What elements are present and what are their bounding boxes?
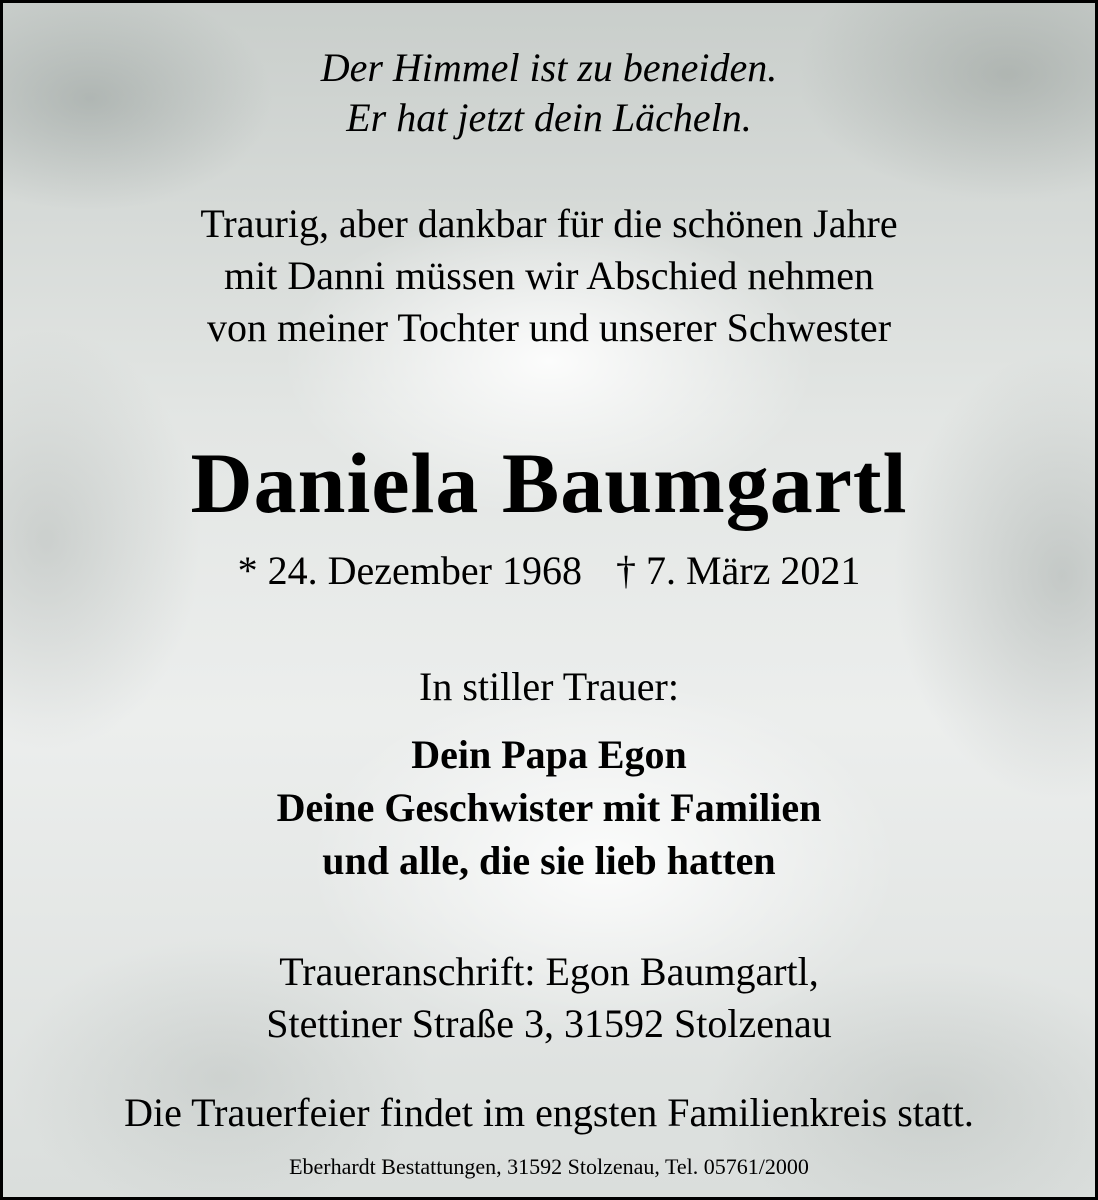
- deceased-name: Daniela Baumgartl: [190, 435, 908, 531]
- mourner-line: und alle, die sie lieb hatten: [322, 838, 776, 883]
- motto-verse: [3, 43, 1095, 143]
- address-line-2: Stettiner Straße 3, 31592 Stolzenau: [266, 1001, 832, 1046]
- intro-line-3: von meiner Tochter und unserer Schwester: [206, 305, 892, 350]
- mourning-heading: In stiller Trauer:: [419, 664, 679, 709]
- ceremony-note: Die Trauerfeier findet im engsten Familienkreis statt.: [124, 1090, 974, 1135]
- address-line-1: Traueranschrift: Egon Baumgartl,: [279, 949, 819, 994]
- mourner-line: Deine Geschwister mit Familien: [276, 785, 822, 830]
- intro-line-1: Traurig, aber dankbar für die schönen Jahre: [200, 201, 898, 246]
- death-date: † 7. März 2021: [615, 548, 861, 593]
- funeral-home-footer: Eberhardt Bestattungen, 31592 Stolzenau, Tel. 05761/2000: [289, 1154, 809, 1179]
- intro-text: [3, 198, 1095, 354]
- mourner-line: Dein Papa Egon: [411, 732, 687, 777]
- motto-line-1: Der Himmel ist zu beneiden.: [320, 45, 778, 90]
- mourning-address: [3, 946, 1095, 1050]
- life-dates: [3, 545, 1095, 597]
- birth-date: * 24. Dezember 1968: [237, 548, 582, 593]
- intro-line-2: mit Danni müssen wir Abschied nehmen: [224, 253, 874, 298]
- mourners-list: [3, 728, 1095, 887]
- motto-line-2: Er hat jetzt dein Lächeln.: [346, 95, 752, 140]
